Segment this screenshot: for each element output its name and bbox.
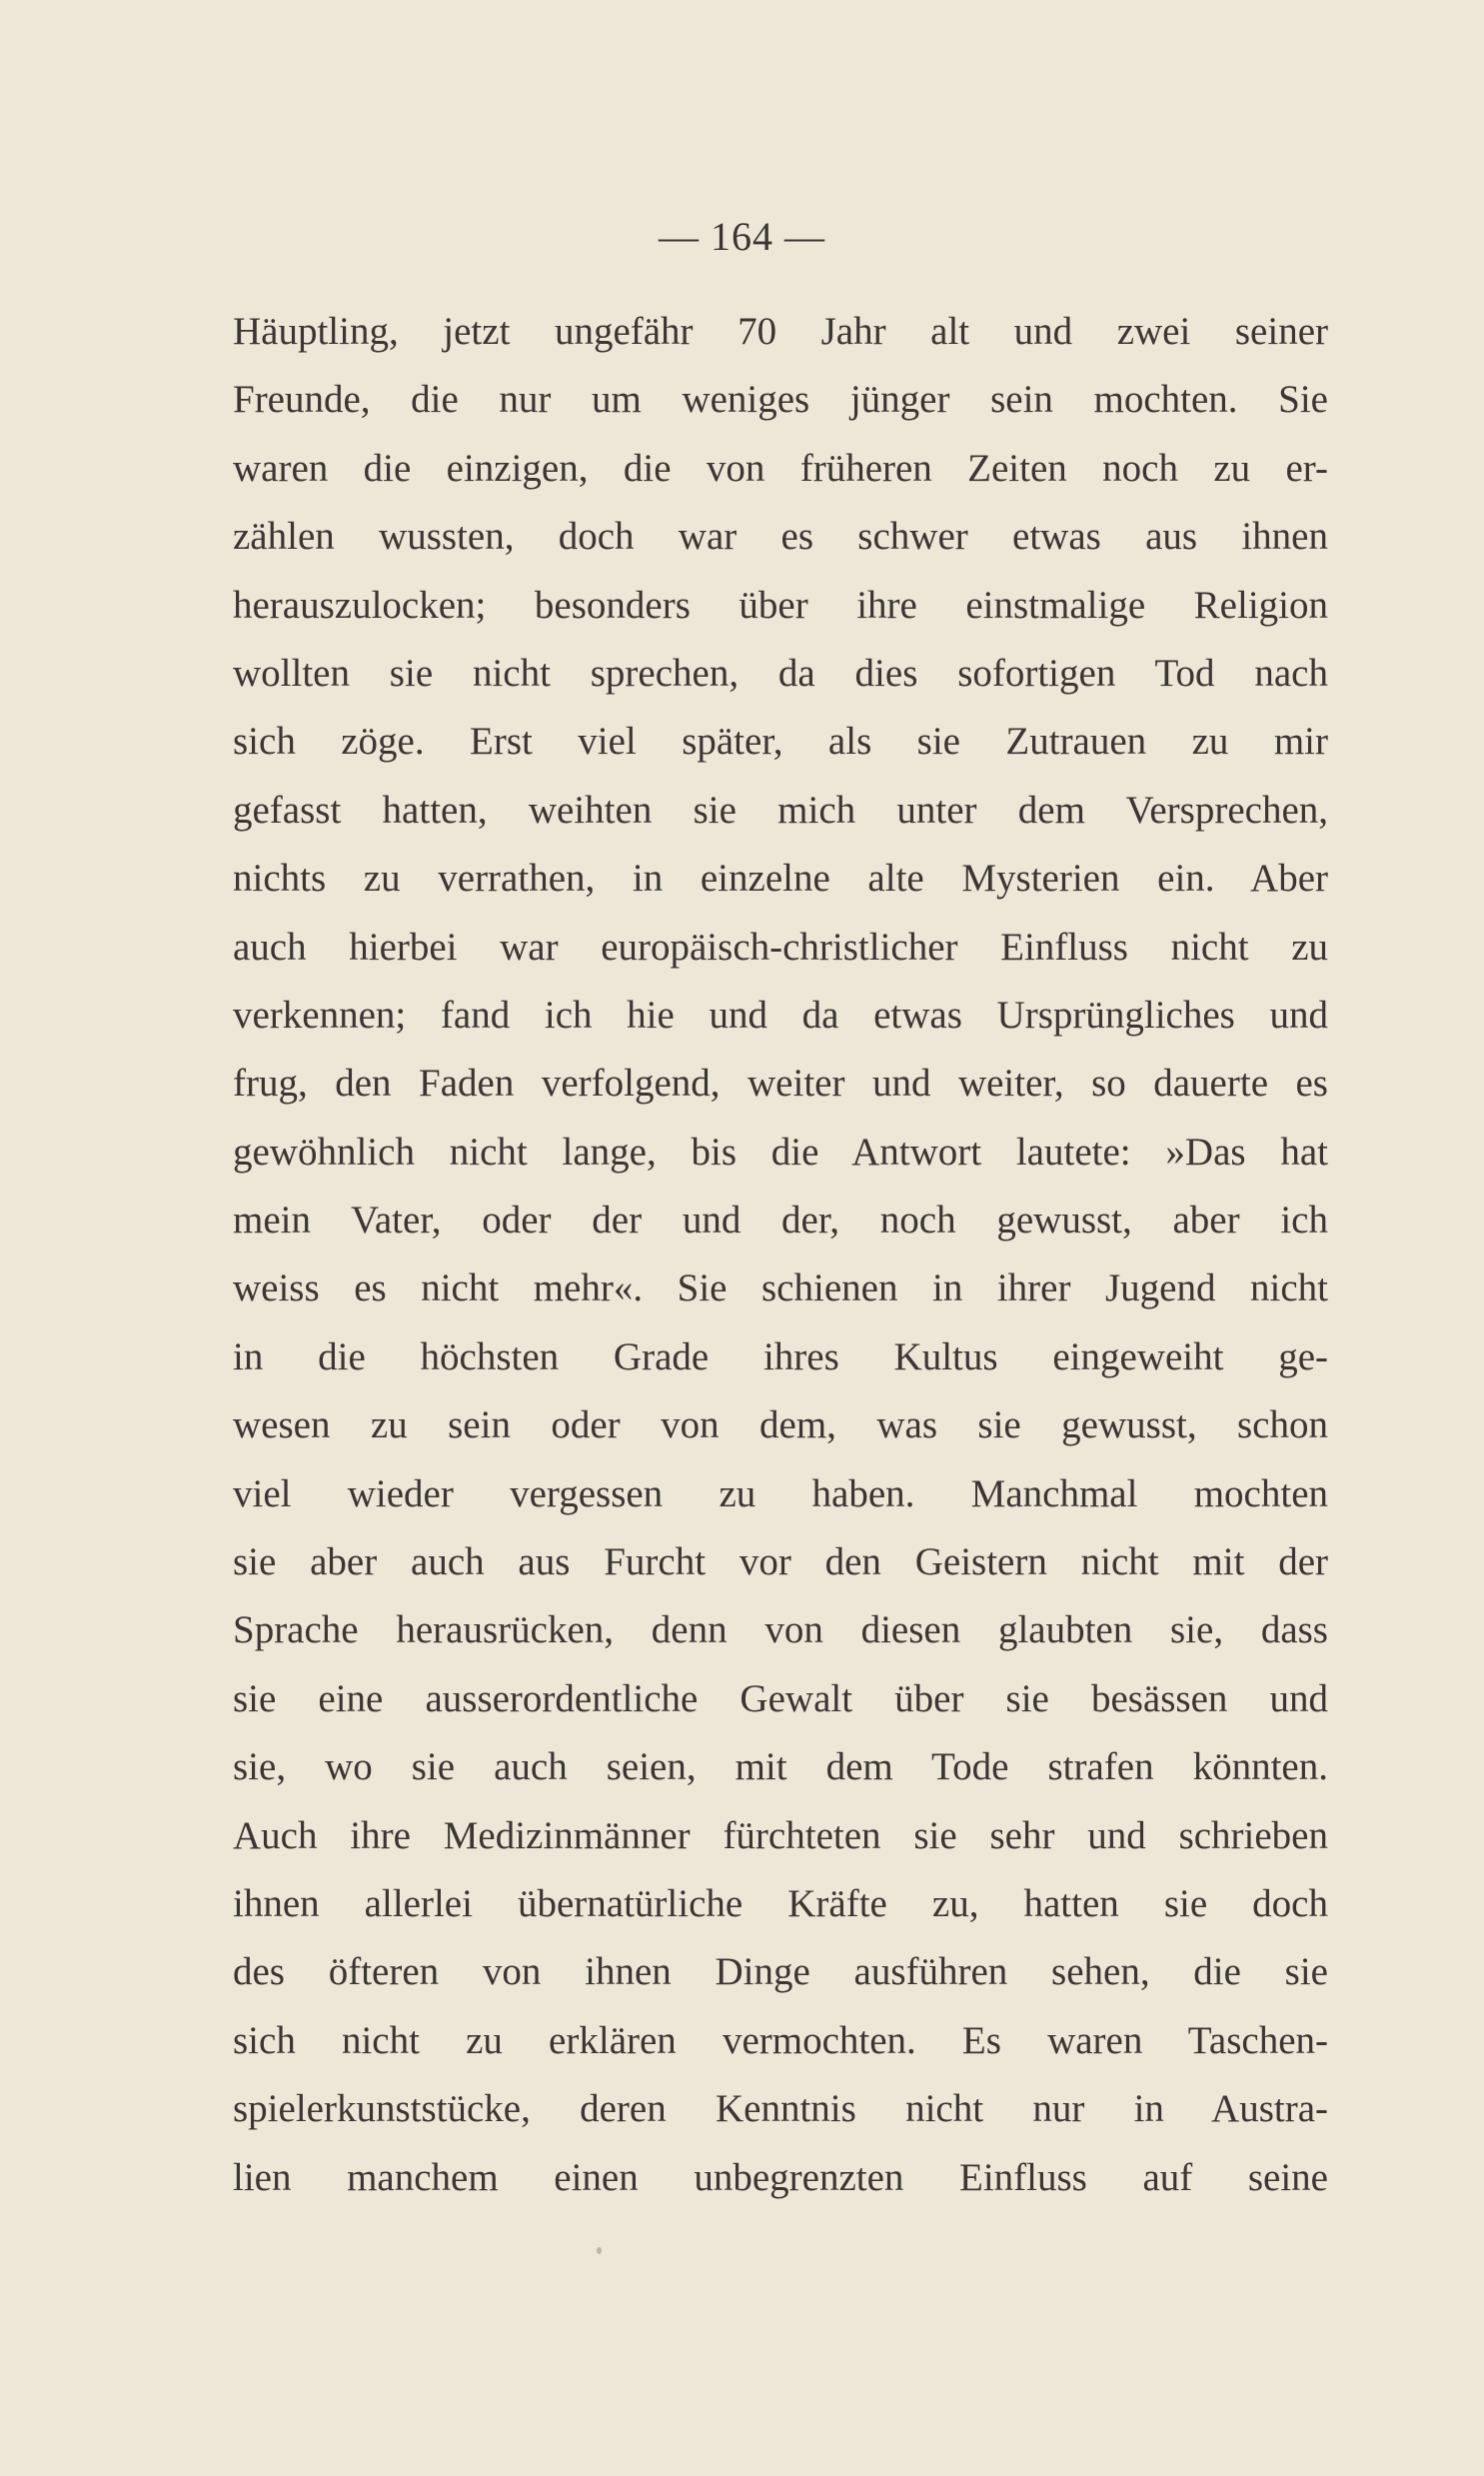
text-line: des öfteren von ihnen Dinge ausführen sehen, die sie (233, 1950, 1328, 1994)
text-line: gewöhnlich nicht lange, bis die Antwort lautete: »Das hat (233, 1130, 1328, 1174)
text-line: zählen wussten, doch war es schwer etwas aus ihnen (233, 515, 1328, 559)
text-line: weiss es nicht mehr«. Sie schienen in ihrer Jugend nicht (233, 1266, 1328, 1310)
page-number: — 164 — (659, 214, 825, 259)
text-line: Freunde, die nur um weniges jünger sein mochten. Sie (233, 378, 1328, 422)
text-line: Sprache herausrücken, denn von diesen glaubten sie, dass (233, 1608, 1328, 1652)
text-line: verkennen; fand ich hie und da etwas Ursprüngliches und (233, 993, 1328, 1037)
text-line: wollten sie nicht sprechen, da dies sofortigen Tod nach (233, 651, 1328, 695)
text-line: herauszulocken; besonders über ihre einstmalige Religion (233, 583, 1328, 627)
text-line: spielerkunststücke, deren Kenntnis nicht nur in Austra- (233, 2087, 1328, 2131)
text-line: ihnen allerlei übernatürliche Kräfte zu, hatten sie doch (233, 1881, 1328, 1925)
text-line: mein Vater, oder der und der, noch gewusst, aber ich (233, 1199, 1328, 1242)
text-line: auch hierbei war europäisch-christlicher Einfluss nicht zu (233, 925, 1328, 969)
text-line: Häuptling, jetzt ungefähr 70 Jahr alt und zwei seiner (233, 310, 1328, 353)
text-line: waren die einzigen, die von früheren Zeiten noch zu er- (233, 446, 1328, 490)
text-line: sich zöge. Erst viel später, als sie Zutrauen zu mir (233, 720, 1328, 764)
text-line: sich nicht zu erklären vermochten. Es waren Taschen- (233, 2018, 1328, 2062)
text-line: nichts zu verrathen, in einzelne alte Mysterien ein. Aber (233, 857, 1328, 901)
text-line: frug, den Faden verfolgend, weiter und weiter, so dauerte es (233, 1062, 1328, 1106)
text-line: sie eine ausserordentliche Gewalt über sie besässen und (233, 1676, 1328, 1720)
text-line: in die höchsten Grade ihres Kultus eingeweiht ge- (233, 1334, 1328, 1378)
text-line: sie aber auch aus Furcht vor den Geistern nicht mit der (233, 1540, 1328, 1584)
text-line: wesen zu sein oder von dem, was sie gewusst, schon (233, 1403, 1328, 1447)
body-text (233, 298, 1328, 2212)
paper-speck (597, 2247, 602, 2254)
text-line: gefasst hatten, weihten sie mich unter dem Versprechen, (233, 788, 1328, 832)
text-line: Auch ihre Medizinmänner fürchteten sie sehr und schrieben (233, 1813, 1328, 1857)
text-line: sie, wo sie auch seien, mit dem Tode strafen könnten. (233, 1745, 1328, 1789)
text-line: viel wieder vergessen zu haben. Manchmal mochten (233, 1471, 1328, 1515)
text-line: lien manchem einen unbegrenzten Einfluss auf seine (233, 2155, 1328, 2199)
